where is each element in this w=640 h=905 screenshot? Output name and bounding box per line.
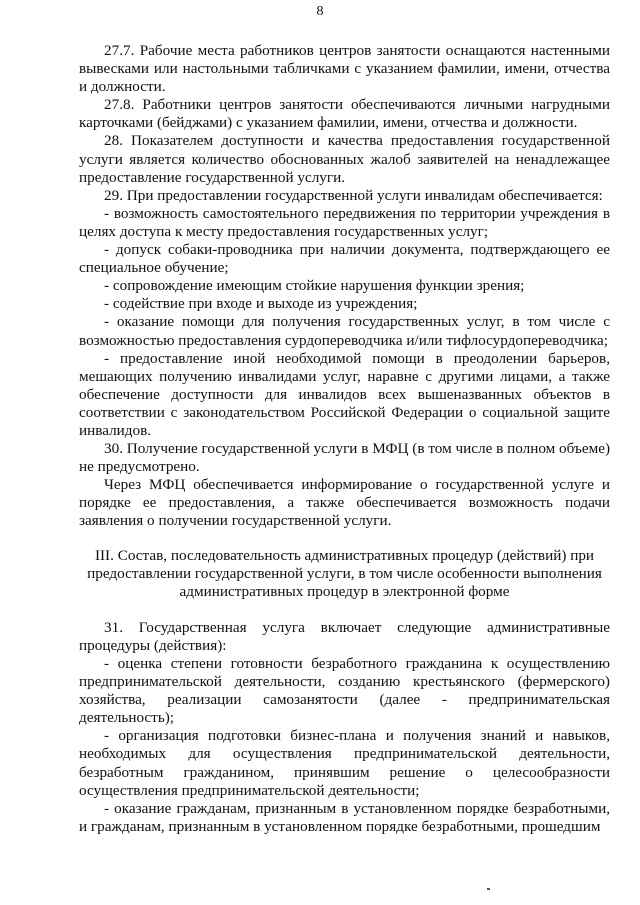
list-item-escort: - сопровождение имеющим стойкие нарушения функции зрения; (104, 277, 525, 295)
paragraph-27-8: 27.8. Работники центров занятости обеспечиваются личными нагрудными карточками (бейджами) с указанием фамилии, имени, отчества и должности. (79, 96, 610, 132)
list-item-movement: - возможность самостоятельного передвижения по территории учреждения в целях доступа к месту предоставления государственных услуг; (79, 204, 610, 240)
paragraph-28: 28. Показателем доступности и качества предоставления государственной услуги является количество обоснованных жалоб заявителей на ненадлежащее предоставление государственной услуги. (79, 132, 610, 186)
document-body (79, 42, 610, 836)
list-item-business-plan: - организация подготовки бизнес-плана и получения знаний и навыков, необходимых для осуществления предпринимательской деятельности, безработным гражданином, принявшим решение о целесообразности осуществления предпринимательской деятельности; (79, 727, 610, 799)
paragraph-29: 29. При предоставлении государственной услуги инвалидам обеспечивается: (104, 186, 603, 204)
paragraph-27-7: 27.7. Рабочие места работников центров занятости оснащаются настенными вывесками или настольными табличками с указанием фамилии, имени, отчества и должности. (79, 42, 610, 96)
page-number: 8 (316, 4, 324, 19)
list-item-help-services: - оказание помощи для получения государственных услуг, в том числе с возможностью предоставления сурдопереводчика и/или тифлосурдопереводчика; (79, 313, 610, 349)
paragraph-mfc-info: Через МФЦ обеспечивается информирование о государственной услуге и порядке ее предоставления, а также обеспечивается возможность подачи заявления о получении государственной услуги. (79, 476, 610, 530)
paragraph-30: 30. Получение государственной услуги в МФЦ (в том числе в полном объеме) не предусмотрено. (79, 440, 610, 476)
scan-artifact (487, 888, 490, 890)
list-item-barrier-help: - предоставление иной необходимой помощи в преодолении барьеров, мешающих получению инвалидами услуг, наравне с другими лицами, а также обеспечение доступности для инвалидов всех вышеназванных объектов в соответствии с законодательством Российской Федерации о социальной защите инвалидов. (79, 349, 610, 439)
list-item-readiness-assessment: - оценка степени готовности безработного гражданина к осуществлению предпринимательской деятельности, созданию крестьянского (фермерского) хозяйства, реализации самозанятости (далее - предпринимательская деятельность); (79, 655, 610, 727)
list-item-entry-assistance: - содействие при входе и выходе из учреждения; (104, 295, 418, 313)
list-item-assistance-unemployed: - оказание гражданам, признанным в установленном порядке безработными, и гражданам, признанным в установленном порядке безработными, прошедшим (79, 799, 610, 835)
list-item-guide-dog: - допуск собаки-проводника при наличии документа, подтверждающего ее специальное обучение; (79, 241, 610, 277)
section-heading: III. Состав, последовательность административных процедур (действий) при предоставлении государственной услуги, в том числе особенности выполнения административных процедур в электронной форме (87, 546, 602, 600)
paragraph-31: 31. Государственная услуга включает следующие административные процедуры (действия): (79, 618, 610, 654)
